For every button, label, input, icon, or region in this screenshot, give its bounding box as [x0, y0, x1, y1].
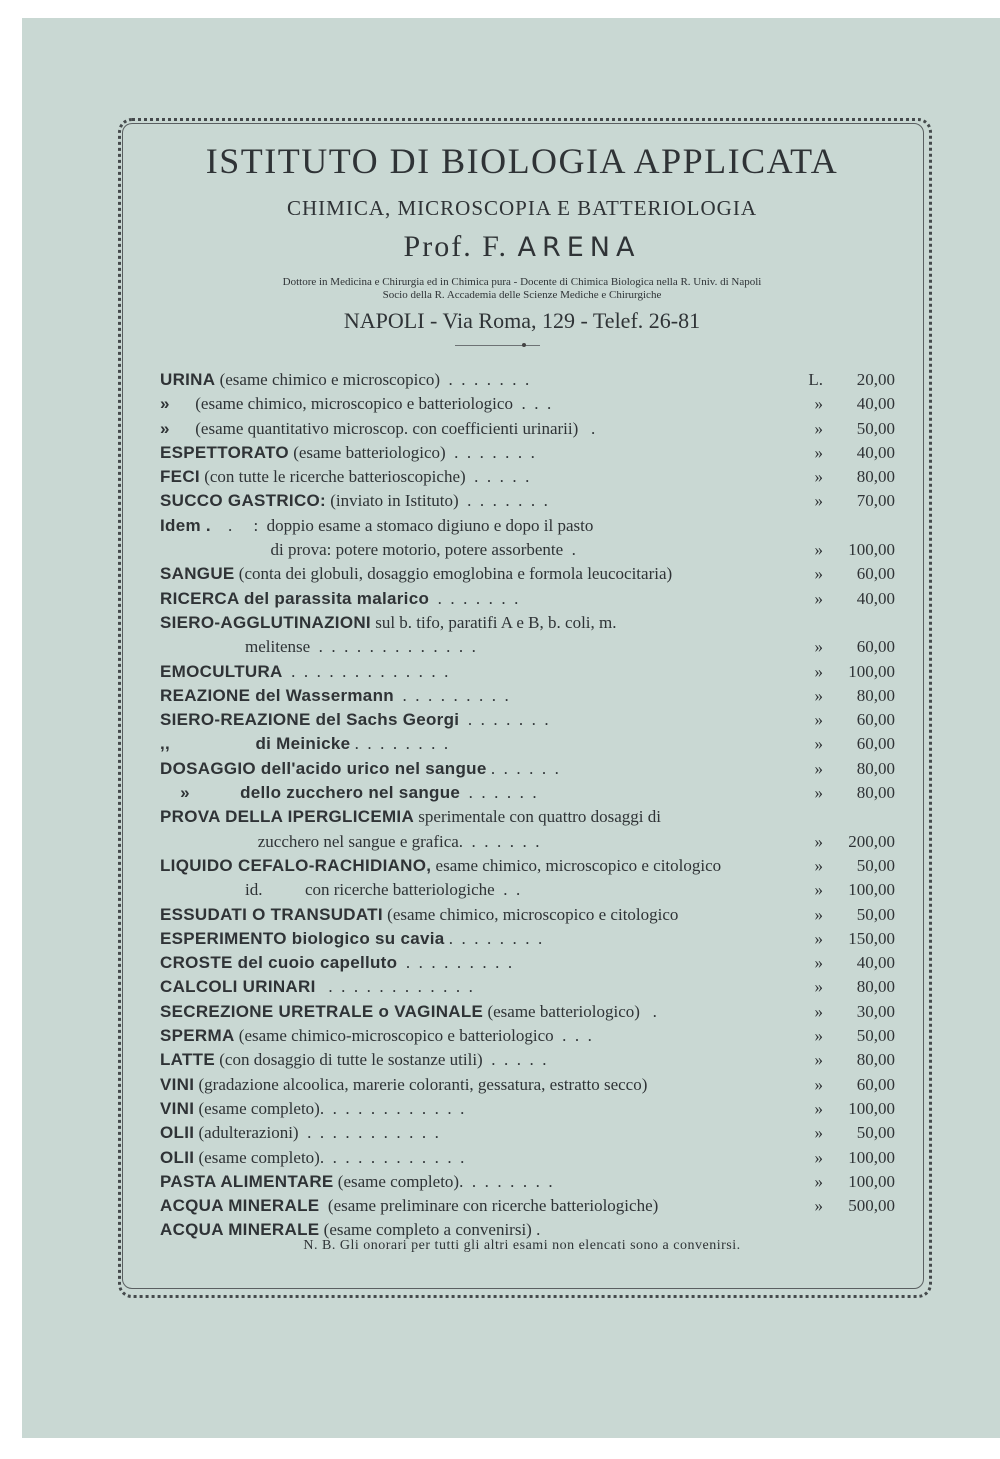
- price-list-row: [160, 781, 895, 805]
- service-detail: (esame completo a convenirsi) .: [319, 1220, 541, 1240]
- currency-mark: »: [814, 855, 823, 875]
- service-price: 500,00: [848, 1196, 895, 1216]
- address-line: NAPOLI - Via Roma, 129 - Telef. 26-81: [343, 308, 701, 333]
- service-detail: sul b. tifo, paratifi A e B, b. coli, m.: [370, 612, 617, 632]
- currency-mark: »: [814, 977, 823, 997]
- service-detail: . . . . . . . . . . . .: [315, 977, 473, 997]
- service-name: RICERCA del parassita malarico: [160, 588, 430, 608]
- service-price: 40,00: [856, 588, 895, 608]
- currency-mark: »: [814, 1050, 823, 1070]
- currency-mark: »: [814, 1147, 823, 1167]
- currency-mark: »: [814, 831, 823, 851]
- divider-dot: [522, 343, 526, 347]
- service-description: [160, 417, 595, 441]
- service-name: ESPETTORATO: [160, 442, 289, 462]
- service-description: [160, 489, 548, 513]
- price-list-row: [160, 1097, 895, 1121]
- price-list-row: [160, 489, 895, 513]
- price-list-row: [160, 465, 895, 489]
- service-detail: sperimentale con quattro dosaggi di: [414, 807, 661, 827]
- service-name: »: [160, 418, 170, 438]
- service-detail: (conta dei globuli, dosaggio emoglobina e formola leucocitaria): [234, 564, 673, 584]
- currency-mark: L.: [808, 370, 823, 389]
- service-name: »: [160, 394, 170, 414]
- currency-mark: »: [814, 1196, 823, 1216]
- service-name: ESSUDATI O TRANSUDATI: [160, 904, 383, 924]
- currency-mark: »: [814, 564, 823, 584]
- service-description: [160, 684, 509, 708]
- price-list-row: [160, 1146, 895, 1170]
- service-price: 100,00: [848, 880, 895, 900]
- service-detail: (esame chimico e microscopico) . . . . . . .: [215, 370, 530, 389]
- currency-mark: »: [814, 928, 823, 948]
- service-detail: esame chimico, microscopico e citologico: [431, 855, 722, 875]
- price-list: [160, 368, 895, 1243]
- service-description: [160, 830, 540, 854]
- professor-name: [122, 230, 922, 264]
- service-detail: di prova: potere motorio, potere assorbente .: [160, 540, 576, 560]
- service-detail: . . . . . . . . . . . . .: [282, 661, 449, 681]
- service-name: VINI: [160, 1074, 195, 1094]
- service-name: SECREZIONE URETRALE o VAGINALE: [160, 1001, 484, 1021]
- service-description: [160, 1097, 464, 1121]
- price-list-row: [160, 1121, 895, 1145]
- service-price: 80,00: [856, 1050, 895, 1070]
- service-description: [160, 732, 448, 756]
- price-list-row: [160, 951, 895, 975]
- service-name: SIERO-AGGLUTINAZIONI: [160, 612, 371, 632]
- price-list-row: [160, 441, 895, 465]
- price-list-row: [160, 392, 895, 416]
- service-price: 80,00: [856, 467, 895, 487]
- currency-mark: »: [814, 491, 823, 511]
- service-detail: (esame batteriologico) .: [483, 1001, 657, 1021]
- service-name: SIERO-REAZIONE del Sachs Georgi: [160, 710, 460, 730]
- service-name: VINI: [160, 1098, 195, 1118]
- service-price: 40,00: [856, 394, 895, 414]
- service-name: REAZIONE del Wassermann: [160, 685, 394, 705]
- service-name: ESPERIMENTO biologico su cavia: [160, 928, 445, 948]
- price-list-row: [160, 635, 895, 659]
- service-description: [160, 587, 518, 611]
- service-detail: (esame completo). . . . . . . .: [333, 1171, 553, 1191]
- currency-mark: »: [814, 953, 823, 973]
- service-detail: (esame batteriologico) . . . . . . .: [288, 442, 535, 462]
- service-description: [160, 757, 559, 781]
- service-detail: (esame chimico, microscopico e batteriologico . . .: [169, 394, 552, 414]
- service-detail: . . . . . . .: [459, 710, 549, 730]
- currency-mark: »: [814, 685, 823, 705]
- currency-mark: »: [814, 1074, 823, 1094]
- professor-prefix: Prof. F.: [403, 230, 508, 263]
- service-description: [160, 635, 476, 659]
- service-price: 100,00: [848, 1171, 895, 1191]
- service-description: [160, 368, 529, 392]
- price-list-row: [160, 1048, 895, 1072]
- currency-mark: »: [814, 661, 823, 681]
- service-price: 80,00: [856, 685, 895, 705]
- credentials-line-2: Socio della R. Accademia delle Scienze Mediche e Chirurgiche: [382, 289, 662, 301]
- service-description: [160, 878, 520, 902]
- price-list-row: [160, 1170, 895, 1194]
- service-name: SUCCO GASTRICO:: [160, 491, 326, 511]
- service-detail: melitense . . . . . . . . . . . . .: [160, 637, 476, 657]
- currency-mark: »: [814, 710, 823, 730]
- service-name: ACQUA MINERALE: [160, 1220, 320, 1240]
- service-price: 150,00: [848, 928, 895, 948]
- institute-subtitle: CHIMICA, MICROSCOPIA E BATTERIOLOGIA: [286, 196, 758, 220]
- currency-mark: »: [814, 1171, 823, 1191]
- currency-mark: »: [814, 1001, 823, 1021]
- service-name: PROVA DELLA IPERGLICEMIA: [160, 807, 415, 827]
- service-price: 60,00: [856, 637, 895, 657]
- credentials-line-1: Dottore in Medicina e Chirurgia ed in Chimica pura - Docente di Chimica Biologica nella R. Univ. di Napoli: [282, 276, 762, 288]
- service-name: CALCOLI URINARI: [160, 977, 316, 997]
- price-list-row: [160, 903, 895, 927]
- service-price: 60,00: [856, 710, 895, 730]
- service-detail: (con tutte le ricerche batterioscopiche) . . . . .: [199, 467, 530, 487]
- service-price: 50,00: [856, 418, 895, 438]
- service-name: EMOCULTURA: [160, 661, 283, 681]
- price-list-row: [160, 417, 895, 441]
- service-name: Idem .: [160, 515, 211, 535]
- service-price: 80,00: [856, 977, 895, 997]
- service-price: 50,00: [856, 1026, 895, 1046]
- service-description: [160, 1048, 546, 1072]
- service-detail: (con dosaggio di tutte le sostanze utili) . . . . .: [215, 1050, 547, 1070]
- service-detail: (inviato in Istituto) . . . . . . .: [326, 491, 548, 511]
- service-description: [160, 927, 542, 951]
- service-description: [160, 951, 512, 975]
- currency-mark: »: [814, 734, 823, 754]
- service-detail: zucchero nel sangue e grafica. . . . . . .: [160, 831, 540, 851]
- service-description: [160, 1170, 553, 1194]
- price-list-row: [160, 1000, 895, 1024]
- service-price: 60,00: [856, 564, 895, 584]
- service-price: 50,00: [856, 855, 895, 875]
- service-price: 50,00: [856, 904, 895, 924]
- service-detail: (esame preliminare con ricerche batteriologiche): [319, 1196, 659, 1216]
- service-detail: (esame completo). . . . . . . . . . . .: [194, 1147, 465, 1167]
- service-detail: . : doppio esame a stomaco digiuno e dopo il pasto: [210, 515, 594, 535]
- service-description: [160, 805, 661, 829]
- service-name: ,, di Meinicke: [160, 734, 351, 754]
- currency-mark: »: [814, 637, 823, 657]
- service-price: 50,00: [856, 1123, 895, 1143]
- currency-mark: »: [814, 540, 823, 560]
- service-description: [160, 1024, 592, 1048]
- currency-mark: »: [814, 1026, 823, 1046]
- header-divider: [455, 345, 540, 346]
- price-list-row: [160, 757, 895, 781]
- price-list-row: [160, 805, 895, 829]
- price-list-row: [160, 975, 895, 999]
- service-description: [160, 1000, 657, 1024]
- price-list-row: [160, 927, 895, 951]
- price-list-row: [160, 368, 895, 392]
- service-description: [160, 562, 672, 586]
- service-detail: (gradazione alcoolica, marerie coloranti, gessatura, estratto secco): [194, 1074, 648, 1094]
- service-price: 70,00: [856, 491, 895, 511]
- service-name: OLII: [160, 1123, 195, 1143]
- service-detail: . . . . . .: [486, 758, 559, 778]
- service-description: [160, 1121, 439, 1145]
- price-list-row: [160, 732, 895, 756]
- service-name: OLII: [160, 1147, 195, 1167]
- service-name: PASTA ALIMENTARE: [160, 1171, 334, 1191]
- currency-mark: »: [814, 1098, 823, 1118]
- service-description: [160, 903, 678, 927]
- price-list-row: [160, 854, 895, 878]
- currency-mark: »: [814, 880, 823, 900]
- price-list-row: [160, 562, 895, 586]
- service-description: [160, 854, 721, 878]
- service-price: 80,00: [856, 783, 895, 803]
- currency-mark: »: [814, 783, 823, 803]
- service-name: FECI: [160, 467, 200, 487]
- price-list-row: [160, 514, 895, 538]
- service-name: URINA: [160, 370, 216, 389]
- price-list-row: [160, 611, 895, 635]
- service-description: [160, 611, 616, 635]
- currency-mark: »: [814, 467, 823, 487]
- service-description: [160, 538, 576, 562]
- service-name: LIQUIDO CEFALO-RACHIDIANO,: [160, 855, 432, 875]
- service-description: [160, 975, 473, 999]
- service-price: 100,00: [848, 540, 895, 560]
- price-list-row: [160, 587, 895, 611]
- service-detail: . . . . . . . . .: [393, 685, 509, 705]
- service-name: » dello zucchero nel sangue: [160, 783, 461, 803]
- service-price: 40,00: [856, 442, 895, 462]
- currency-mark: »: [814, 394, 823, 414]
- service-price: 40,00: [856, 953, 895, 973]
- service-detail: (adulterazioni) . . . . . . . . . . .: [194, 1123, 439, 1143]
- service-description: [160, 781, 537, 805]
- professor-surname: ARENA: [517, 232, 641, 263]
- service-detail: . . . . . . . .: [444, 928, 543, 948]
- service-detail: (esame chimico-microscopico e batteriologico . . .: [234, 1026, 592, 1046]
- price-list-row: [160, 1024, 895, 1048]
- service-name: SPERMA: [160, 1026, 235, 1046]
- price-list-row: [160, 684, 895, 708]
- service-detail: . . . . . . . .: [350, 734, 449, 754]
- service-name: LATTE: [160, 1050, 216, 1070]
- service-description: [160, 660, 448, 684]
- service-price: 100,00: [848, 661, 895, 681]
- price-list-row: [160, 660, 895, 684]
- service-description: [160, 1073, 647, 1097]
- price-list-row: [160, 1194, 895, 1218]
- service-name: DOSAGGIO dell'acido urico nel sangue: [160, 758, 487, 778]
- currency-mark: »: [814, 588, 823, 608]
- currency-mark: »: [814, 418, 823, 438]
- service-name: SANGUE: [160, 564, 235, 584]
- service-price: 60,00: [856, 1074, 895, 1094]
- service-detail: . . . . . . . . .: [397, 953, 513, 973]
- price-list-row: [160, 1073, 895, 1097]
- service-price: 30,00: [856, 1001, 895, 1021]
- service-price: 100,00: [848, 1098, 895, 1118]
- service-description: [160, 514, 593, 538]
- service-price: 80,00: [856, 758, 895, 778]
- service-detail: . . . . . .: [460, 783, 537, 803]
- footer-note: N. B. Gli onorari per tutti gli altri esami non elencati sono a convenirsi.: [303, 1238, 741, 1253]
- currency-mark: »: [814, 442, 823, 462]
- currency-mark: »: [814, 758, 823, 778]
- service-detail: (esame quantitativo microscop. con coefficienti urinarii) .: [169, 418, 596, 438]
- service-description: [160, 1194, 658, 1218]
- service-name: ACQUA MINERALE: [160, 1196, 320, 1216]
- currency-mark: »: [814, 904, 823, 924]
- service-price: 20,00: [856, 370, 895, 389]
- service-description: [160, 441, 535, 465]
- service-description: [160, 465, 529, 489]
- service-detail: id. con ricerche batteriologiche . .: [160, 880, 521, 900]
- service-detail: (esame chimico, microscopico e citologico: [382, 904, 679, 924]
- service-price: 100,00: [848, 1147, 895, 1167]
- price-list-row: [160, 538, 895, 562]
- service-description: [160, 392, 551, 416]
- price-list-row: [160, 830, 895, 854]
- service-name: CROSTE del cuoio capelluto: [160, 953, 398, 973]
- service-description: [160, 1146, 464, 1170]
- currency-mark: »: [814, 1123, 823, 1143]
- price-list-row: [160, 708, 895, 732]
- institute-title: ISTITUTO DI BIOLOGIA APPLICATA: [205, 141, 839, 181]
- service-detail: . . . . . . .: [429, 588, 519, 608]
- service-detail: (esame completo). . . . . . . . . . . .: [194, 1098, 465, 1118]
- service-price: 200,00: [848, 831, 895, 851]
- price-list-row: [160, 878, 895, 902]
- service-price: 60,00: [856, 734, 895, 754]
- service-description: [160, 708, 549, 732]
